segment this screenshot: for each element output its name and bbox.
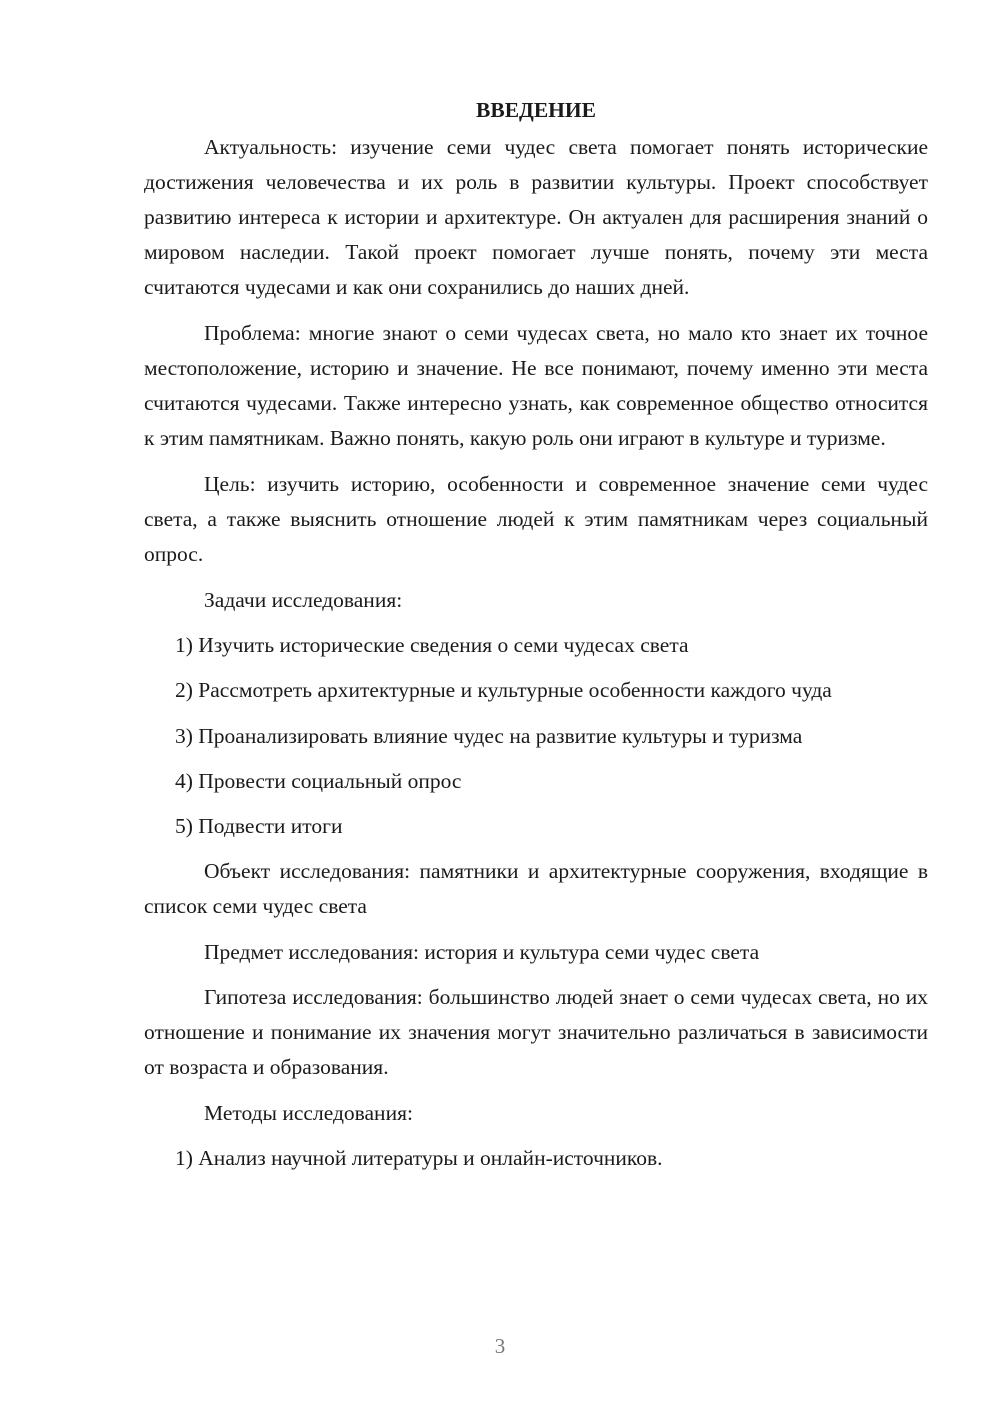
relevance-paragraph: Актуальность: изучение семи чудес света помогает понять исторические достижения человечества и их роль в развитии культуры. Проект способствует развитию интереса к истории и архитектуре. Он актуален для расширения знаний о мировом наследии. Такой проект помогает лучше понять, почему эти места считаются чудесами и как они сохранились до наших дней.: [144, 135, 928, 299]
task-item-3: 3) Проанализировать влияние чудес на развитие культуры и туризма: [175, 724, 803, 748]
hypothesis-paragraph: Гипотеза исследования: большинство людей знает о семи чудесах света, но их отношение и понимание их значения могут значительно различаться в зависимости от возраста и образования.: [144, 985, 928, 1079]
task-item-2: 2) Рассмотреть архитектурные и культурные особенности каждого чуда: [175, 678, 832, 702]
task-item-5: 5) Подвести итоги: [175, 814, 343, 838]
section-title: ВВЕДЕНИЕ: [476, 98, 596, 122]
method-item-1: 1) Анализ научной литературы и онлайн-источников.: [175, 1146, 663, 1170]
tasks-heading: Задачи исследования:: [204, 588, 403, 612]
page-number: 3: [494, 1334, 506, 1358]
task-item-4: 4) Провести социальный опрос: [175, 769, 462, 793]
object-paragraph: Объект исследования: памятники и архитектурные сооружения, входящие в список семи чудес света: [144, 859, 928, 918]
problem-paragraph: Проблема: многие знают о семи чудесах света, но мало кто знает их точное местоположение, историю и значение. Не все понимают, почему именно эти места считаются чудесами. Также интересно узнать, как современное общество относится к этим памятникам. Важно понять, какую роль они играют в культуре и туризме.: [144, 321, 928, 450]
task-item-1: 1) Изучить исторические сведения о семи чудесах света: [175, 633, 689, 657]
subject-paragraph: Предмет исследования: история и культура семи чудес света: [204, 940, 760, 964]
methods-heading: Методы исследования:: [204, 1101, 413, 1125]
goal-paragraph: Цель: изучить историю, особенности и современное значение семи чудес света, а также выяснить отношение людей к этим памятникам через социальный опрос.: [144, 472, 928, 566]
document-body: [144, 92, 928, 1186]
